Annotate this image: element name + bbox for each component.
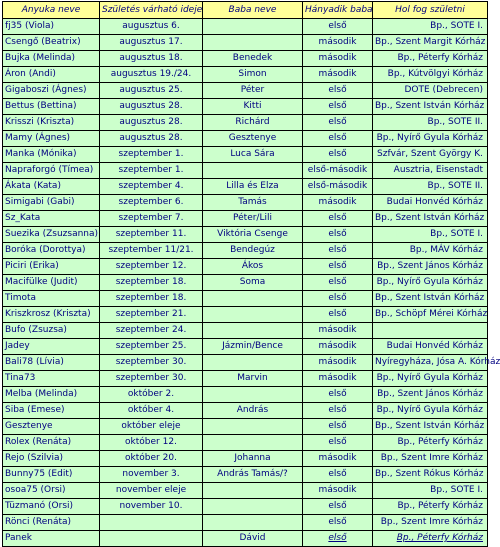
cell-baby-name: Benedek bbox=[203, 51, 303, 67]
cell-baby-number: első bbox=[303, 211, 373, 227]
cell-baby-number: első bbox=[303, 131, 373, 147]
cell-baby-name: Bendegúz bbox=[203, 243, 303, 259]
cell-baby-name: András Tamás/? bbox=[203, 467, 303, 483]
cell-baby-number: első bbox=[303, 243, 373, 259]
cell-birth-place: Bp., Szent István Kórház bbox=[373, 419, 488, 435]
cell-mother-name: Gesztenye bbox=[3, 419, 100, 435]
cell-baby-name bbox=[203, 163, 303, 179]
table-row bbox=[3, 467, 488, 483]
table-row bbox=[3, 371, 488, 387]
table-row bbox=[3, 403, 488, 419]
cell-mother-name: Sz_Kata bbox=[3, 211, 100, 227]
cell-baby-name: Lilla és Elza bbox=[203, 179, 303, 195]
cell-mother-name: Tina73 bbox=[3, 371, 100, 387]
cell-birth-place: Bp., Nyírő Gyula Kórház bbox=[373, 403, 488, 419]
cell-mother-name: osoa75 (Orsi) bbox=[3, 483, 100, 499]
cell-baby-number: első bbox=[303, 419, 373, 435]
table-row bbox=[3, 483, 488, 499]
cell-due-date: november 10. bbox=[100, 499, 203, 515]
cell-baby-name: Kitti bbox=[203, 99, 303, 115]
cell-mother-name: Simigabi (Gabi) bbox=[3, 195, 100, 211]
cell-birth-place: Bp., Szent Margit Kórház bbox=[373, 35, 488, 51]
table-row bbox=[3, 323, 488, 339]
cell-baby-name: Marvin bbox=[203, 371, 303, 387]
table-row bbox=[3, 163, 488, 179]
table-row bbox=[3, 195, 488, 211]
table-row bbox=[3, 243, 488, 259]
cell-mother-name: Ákata (Kata) bbox=[3, 179, 100, 195]
table-row bbox=[3, 435, 488, 451]
header-due-date: Születés várható ideje bbox=[100, 2, 203, 19]
cell-baby-number: első bbox=[303, 83, 373, 99]
cell-due-date: október 2. bbox=[100, 387, 203, 403]
due-dates-table bbox=[2, 1, 500, 547]
cell-baby-name bbox=[203, 435, 303, 451]
cell-baby-number: első bbox=[303, 99, 373, 115]
cell-due-date: szeptember 1. bbox=[100, 147, 203, 163]
header-row bbox=[3, 2, 488, 19]
table-row bbox=[3, 131, 488, 147]
cell-birth-place: Bp., SOTE II. bbox=[373, 115, 488, 131]
table-row bbox=[3, 211, 488, 227]
cell-mother-name: Bali78 (Lívia) bbox=[3, 355, 100, 371]
cell-baby-name: Richárd bbox=[203, 115, 303, 131]
cell-birth-place: Bp., SOTE I. bbox=[373, 227, 488, 243]
cell-birth-place: Bp., SOTE I. bbox=[373, 19, 488, 35]
cell-baby-name: Luca Sára bbox=[203, 147, 303, 163]
cell-due-date: szeptember 18. bbox=[100, 275, 203, 291]
cell-birth-place: Bp., Szent István Kórház bbox=[373, 211, 488, 227]
table-row bbox=[3, 275, 488, 291]
cell-mother-name: Gigaboszi (Ágnes) bbox=[3, 83, 100, 99]
cell-due-date bbox=[100, 515, 203, 531]
table-row bbox=[3, 115, 488, 131]
cell-baby-name bbox=[203, 355, 303, 371]
cell-baby-number: első bbox=[303, 115, 373, 131]
cell-baby-number: első bbox=[303, 275, 373, 291]
cell-baby-number: első bbox=[303, 499, 373, 515]
cell-baby-number: második bbox=[303, 451, 373, 467]
table-row bbox=[3, 531, 488, 547]
cell-birth-place: Bp., SOTE I. bbox=[373, 483, 488, 499]
cell-baby-name bbox=[203, 499, 303, 515]
cell-birth-place: Bp., Nyírő Gyula Kórház bbox=[373, 131, 488, 147]
cell-due-date: szeptember 21. bbox=[100, 307, 203, 323]
cell-baby-number: első bbox=[303, 435, 373, 451]
cell-due-date: szeptember 7. bbox=[100, 211, 203, 227]
cell-baby-number: második bbox=[303, 195, 373, 211]
cell-due-date: október 12. bbox=[100, 435, 203, 451]
table-row bbox=[3, 99, 488, 115]
cell-mother-name: Krisszi (Kriszta) bbox=[3, 115, 100, 131]
cell-baby-number: első bbox=[303, 227, 373, 243]
cell-due-date: október 20. bbox=[100, 451, 203, 467]
cell-baby-name bbox=[203, 35, 303, 51]
cell-due-date: szeptember 25. bbox=[100, 339, 203, 355]
cell-baby-number: első bbox=[303, 307, 373, 323]
cell-baby-name bbox=[203, 419, 303, 435]
table-row bbox=[3, 499, 488, 515]
cell-due-date: november 3. bbox=[100, 467, 203, 483]
cell-mother-name: Jadey bbox=[3, 339, 100, 355]
cell-birth-place: Bp., Nyírő Gyula Kórház bbox=[373, 371, 488, 387]
cell-baby-name: Tamás bbox=[203, 195, 303, 211]
cell-mother-name: Siba (Emese) bbox=[3, 403, 100, 419]
cell-due-date: szeptember 12. bbox=[100, 259, 203, 275]
table-body bbox=[3, 19, 500, 547]
cell-baby-name: András bbox=[203, 403, 303, 419]
header-birth-place: Hol fog születni bbox=[373, 2, 488, 19]
table-row bbox=[3, 83, 488, 99]
cell-baby-name bbox=[203, 291, 303, 307]
cell-due-date: október 4. bbox=[100, 403, 203, 419]
table-row bbox=[3, 35, 488, 51]
cell-due-date: szeptember 11/21. bbox=[100, 243, 203, 259]
cell-baby-number: második bbox=[303, 323, 373, 339]
cell-baby-number: második bbox=[303, 483, 373, 499]
cell-mother-name: Timota bbox=[3, 291, 100, 307]
header-baby-number: Hányadik baba bbox=[303, 2, 373, 19]
cell-birth-place: Bp., Péterfy Kórház bbox=[373, 499, 488, 515]
cell-mother-name: Csengő (Beatrix) bbox=[3, 35, 100, 51]
cell-due-date: szeptember 4. bbox=[100, 179, 203, 195]
cell-due-date bbox=[100, 531, 203, 547]
cell-baby-name bbox=[203, 515, 303, 531]
cell-due-date: szeptember 11. bbox=[100, 227, 203, 243]
cell-due-date: szeptember 6. bbox=[100, 195, 203, 211]
cell-due-date: augusztus 17. bbox=[100, 35, 203, 51]
cell-baby-number: első bbox=[303, 259, 373, 275]
cell-mother-name: fj35 (Viola) bbox=[3, 19, 100, 35]
table-row bbox=[3, 179, 488, 195]
cell-mother-name: Bettus (Bettina) bbox=[3, 99, 100, 115]
cell-baby-number: első-második bbox=[303, 179, 373, 195]
cell-birth-place: Bp., Szent Imre Kórház bbox=[373, 515, 488, 531]
cell-due-date: szeptember 30. bbox=[100, 371, 203, 387]
table-row bbox=[3, 339, 488, 355]
cell-birth-place: Budai Honvéd Kórház bbox=[373, 195, 488, 211]
cell-baby-number: második bbox=[303, 371, 373, 387]
cell-mother-name: Rejo (Szilvia) bbox=[3, 451, 100, 467]
table-row bbox=[3, 387, 488, 403]
cell-birth-place: Bp., MÁV Kórház bbox=[373, 243, 488, 259]
cell-mother-name: Rönci (Renáta) bbox=[3, 515, 100, 531]
cell-mother-name: Bujka (Melinda) bbox=[3, 51, 100, 67]
cell-birth-place: Bp., Schöpf Mérei Kórház bbox=[373, 307, 488, 323]
table-row bbox=[3, 227, 488, 243]
cell-baby-name: Soma bbox=[203, 275, 303, 291]
cell-mother-name: Bunny75 (Edit) bbox=[3, 467, 100, 483]
cell-birth-place: Bp., Szent János Kórház bbox=[373, 387, 488, 403]
cell-birth-place: Bp., Szent Rókus Kórház bbox=[373, 467, 488, 483]
cell-due-date: szeptember 1. bbox=[100, 163, 203, 179]
table-row bbox=[3, 355, 488, 371]
cell-birth-place: Bp., Kútvölgyi Kórház bbox=[373, 67, 488, 83]
cell-mother-name: Áron (Andi) bbox=[3, 67, 100, 83]
cell-birth-place: Bp., Szent István Kórház bbox=[373, 99, 488, 115]
cell-baby-name: Péter/Lili bbox=[203, 211, 303, 227]
cell-due-date: augusztus 28. bbox=[100, 115, 203, 131]
cell-birth-place: Szfvár, Szent György K. bbox=[373, 147, 488, 163]
cell-birth-place: Ausztria, Eisenstadt bbox=[373, 163, 488, 179]
table-row bbox=[3, 147, 488, 163]
cell-baby-number: második bbox=[303, 339, 373, 355]
cell-mother-name: Rolex (Renáta) bbox=[3, 435, 100, 451]
cell-due-date: augusztus 6. bbox=[100, 19, 203, 35]
cell-baby-name bbox=[203, 483, 303, 499]
cell-baby-number: második bbox=[303, 35, 373, 51]
cell-birth-place: Bp., Péterfy Kórház bbox=[373, 435, 488, 451]
cell-mother-name: Piciri (Erika) bbox=[3, 259, 100, 275]
cell-baby-number: első bbox=[303, 467, 373, 483]
cell-due-date: augusztus 28. bbox=[100, 131, 203, 147]
cell-mother-name: Tüzmanó (Orsi) bbox=[3, 499, 100, 515]
header-mother-name: Anyuka neve bbox=[3, 2, 100, 19]
cell-due-date: szeptember 30. bbox=[100, 355, 203, 371]
cell-birth-place: Bp., Szent István Kórház bbox=[373, 291, 488, 307]
cell-mother-name: Mamy (Ágnes) bbox=[3, 131, 100, 147]
cell-due-date: október eleje bbox=[100, 419, 203, 435]
cell-due-date: augusztus 28. bbox=[100, 99, 203, 115]
table-row bbox=[3, 291, 488, 307]
cell-baby-name: Johanna bbox=[203, 451, 303, 467]
table-row bbox=[3, 515, 488, 531]
cell-due-date: november eleje bbox=[100, 483, 203, 499]
cell-baby-name: Gesztenye bbox=[203, 131, 303, 147]
cell-baby-name: Viktória Csenge bbox=[203, 227, 303, 243]
cell-birth-place: Nyíregyháza, Jósa A. Kórház bbox=[373, 355, 488, 371]
cell-baby-number: első bbox=[303, 515, 373, 531]
cell-due-date: szeptember 18. bbox=[100, 291, 203, 307]
cell-birth-place: Bp., Péterfy Kórház bbox=[373, 51, 488, 67]
cell-mother-name: Melba (Melinda) bbox=[3, 387, 100, 403]
cell-birth-place bbox=[373, 323, 488, 339]
cell-mother-name: Kriszkrosz (Kriszta) bbox=[3, 307, 100, 323]
cell-birth-place: Bp., Péterfy Kórház bbox=[373, 531, 488, 547]
cell-baby-name: Simon bbox=[203, 67, 303, 83]
cell-mother-name: Suezika (Zsuzsanna) bbox=[3, 227, 100, 243]
cell-baby-number: első bbox=[303, 531, 373, 547]
table-row bbox=[3, 259, 488, 275]
cell-baby-number: első bbox=[303, 147, 373, 163]
cell-birth-place: Bp., Nyírő Gyula Kórház bbox=[373, 275, 488, 291]
table-row bbox=[3, 307, 488, 323]
cell-birth-place: Bp., SOTE II. bbox=[373, 179, 488, 195]
cell-baby-number: első-második bbox=[303, 163, 373, 179]
table-row bbox=[3, 19, 488, 35]
cell-birth-place: DOTE (Debrecen) bbox=[373, 83, 488, 99]
cell-baby-name bbox=[203, 19, 303, 35]
cell-baby-number: első bbox=[303, 403, 373, 419]
table-row bbox=[3, 51, 488, 67]
cell-baby-name: Ákos bbox=[203, 259, 303, 275]
cell-due-date: augusztus 18. bbox=[100, 51, 203, 67]
cell-mother-name: Napraforgó (Tímea) bbox=[3, 163, 100, 179]
cell-baby-name: Dávid bbox=[203, 531, 303, 547]
cell-mother-name: Manka (Mónika) bbox=[3, 147, 100, 163]
cell-baby-name bbox=[203, 387, 303, 403]
cell-baby-name: Jázmin/Bence bbox=[203, 339, 303, 355]
cell-birth-place: Budai Honvéd Kórház bbox=[373, 339, 488, 355]
table-row bbox=[3, 451, 488, 467]
cell-due-date: augusztus 19./24. bbox=[100, 67, 203, 83]
cell-mother-name: Macifülke (Judit) bbox=[3, 275, 100, 291]
cell-baby-name: Péter bbox=[203, 83, 303, 99]
table-container bbox=[2, 1, 500, 547]
cell-mother-name: Panek bbox=[3, 531, 100, 547]
cell-baby-number: első bbox=[303, 291, 373, 307]
table-row bbox=[3, 419, 488, 435]
cell-mother-name: Bufo (Zsuzsa) bbox=[3, 323, 100, 339]
cell-baby-number: első bbox=[303, 387, 373, 403]
cell-baby-name bbox=[203, 323, 303, 339]
cell-baby-number: második bbox=[303, 355, 373, 371]
cell-birth-place: Bp., Szent János Kórház bbox=[373, 259, 488, 275]
cell-mother-name: Boróka (Dorottya) bbox=[3, 243, 100, 259]
table-row bbox=[3, 67, 488, 83]
cell-baby-name bbox=[203, 307, 303, 323]
cell-baby-number: második bbox=[303, 67, 373, 83]
header-baby-name: Baba neve bbox=[203, 2, 303, 19]
cell-due-date: augusztus 25. bbox=[100, 83, 203, 99]
cell-baby-number: második bbox=[303, 51, 373, 67]
cell-birth-place: Bp., Szent Imre Kórház bbox=[373, 451, 488, 467]
cell-baby-number: első bbox=[303, 19, 373, 35]
cell-due-date: szeptember 24. bbox=[100, 323, 203, 339]
